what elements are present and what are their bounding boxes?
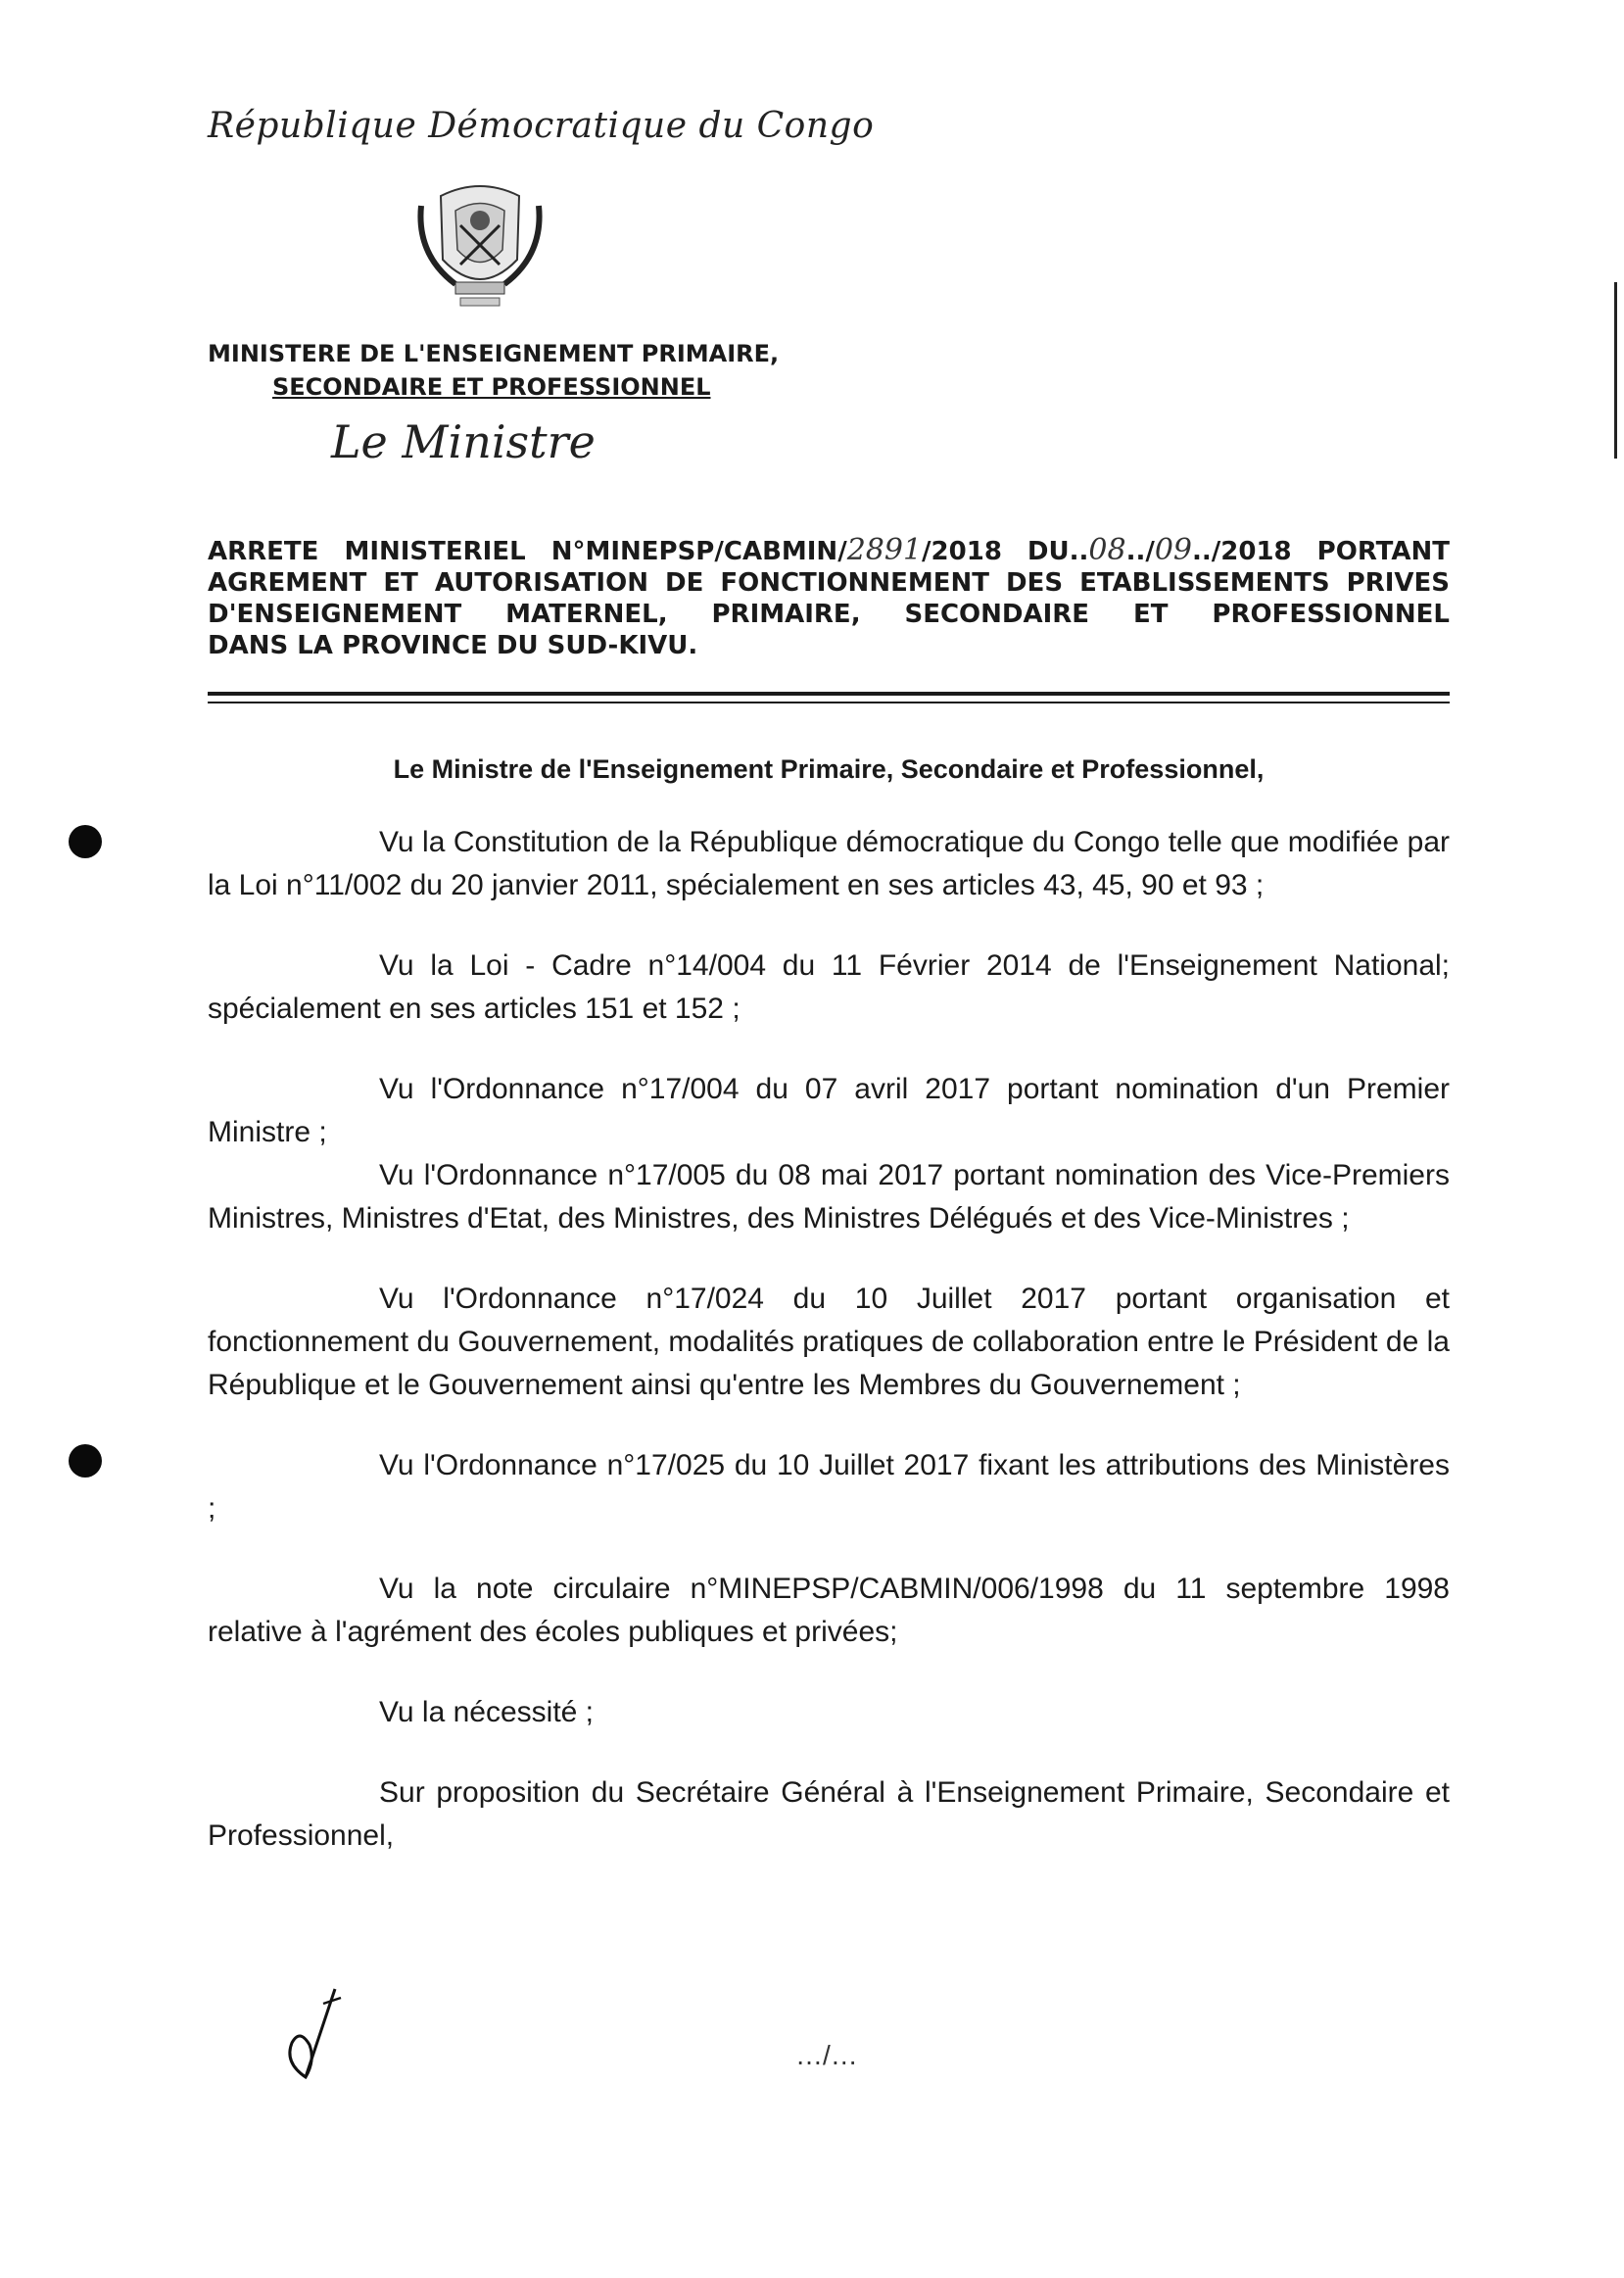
paragraph-ordonnance-004: Vu l'Ordonnance n°17/004 du 07 avril 2017 portant nomination d'un Premier Ministre ; [208,1073,1450,1148]
ministry-name [208,337,779,404]
document-body [208,821,1450,1858]
arrete-line-3: D'ENSEIGNEMENT MATERNEL, PRIMAIRE, SECONDAIRE ET PROFESSIONNEL [208,600,1450,629]
minister-heading: Le Ministre de l'Enseignement Primaire, Secondaire et Professionnel, [393,754,1265,784]
ministry-line-2: SECONDAIRE ET PROFESSIONNEL [272,373,711,401]
handwritten-number: 2891 [846,533,923,567]
paragraph-ordonnance-024: Vu l'Ordonnance n°17/024 du 10 Juillet 2017 portant organisation et fonctionnement du Gouvernement, modalités pratiques de collaboration entre le Président de la République et le Gouvernement ainsi qu'entre les Membres du Gouvernement ; [208,1283,1450,1401]
arrete-title [208,535,1450,661]
punch-hole-mark [69,825,102,858]
republic-header: République Démocratique du Congo [208,106,875,146]
coat-of-arms-emblem [402,167,558,314]
title-rule-thin [208,702,1450,703]
signature-initials [266,1984,345,2082]
paragraph-ordonnance-025: Vu l'Ordonnance n°17/025 du 10 Juillet 2017 fixant les attributions des Ministères ; [208,1449,1450,1525]
scan-edge-mark [1614,282,1617,459]
paragraph-proposition: Sur proposition du Secrétaire Général à l'Enseignement Primaire, Secondaire et Professionnel, [208,1776,1450,1852]
handwritten-day: 08 [1088,533,1126,567]
paragraph-constitution: Vu la Constitution de la République démocratique du Congo telle que modifiée par la Loi n°11/002 du 20 janvier 2011, spécialement en ses articles 43, 45, 90 et 93 ; [208,826,1450,901]
paragraph-necessite: Vu la nécessité ; [379,1696,595,1728]
paragraph-loi-cadre: Vu la Loi - Cadre n°14/004 du 11 Février 2014 de l'Enseignement National; spécialement en ses articles 151 et 152 ; [208,949,1450,1025]
title-rule-thick [208,692,1450,696]
paragraph-note-circulaire: Vu la note circulaire n°MINEPSP/CABMIN/006/1998 du 11 septembre 1998 relative à l'agrément des écoles publiques et privées; [208,1573,1450,1648]
page-continuation: …/… [795,2040,858,2070]
arrete-line-4: DANS LA PROVINCE DU SUD-KIVU. [208,631,698,660]
arrete-line-1: ARRETE MINISTERIEL N°MINEPSP/CABMIN/2891/2018 DU..08../09../2018 PORTANT [208,533,1451,567]
handwritten-month: 09 [1154,533,1193,567]
ministry-line-1: MINISTERE DE L'ENSEIGNEMENT PRIMAIRE, [208,340,780,367]
le-ministre-title: Le Ministre [331,415,596,468]
paragraph-ordonnance-005: Vu l'Ordonnance n°17/005 du 08 mai 2017 portant nomination des Vice-Premiers Ministres, Ministres d'Etat, des Ministres, des Ministres Délégués et des Vice-Ministres ; [208,1159,1450,1235]
punch-hole-mark [69,1444,102,1478]
arrete-line-2: AGREMENT ET AUTORISATION DE FONCTIONNEMENT DES ETABLISSEMENTS PRIVES [208,568,1450,598]
